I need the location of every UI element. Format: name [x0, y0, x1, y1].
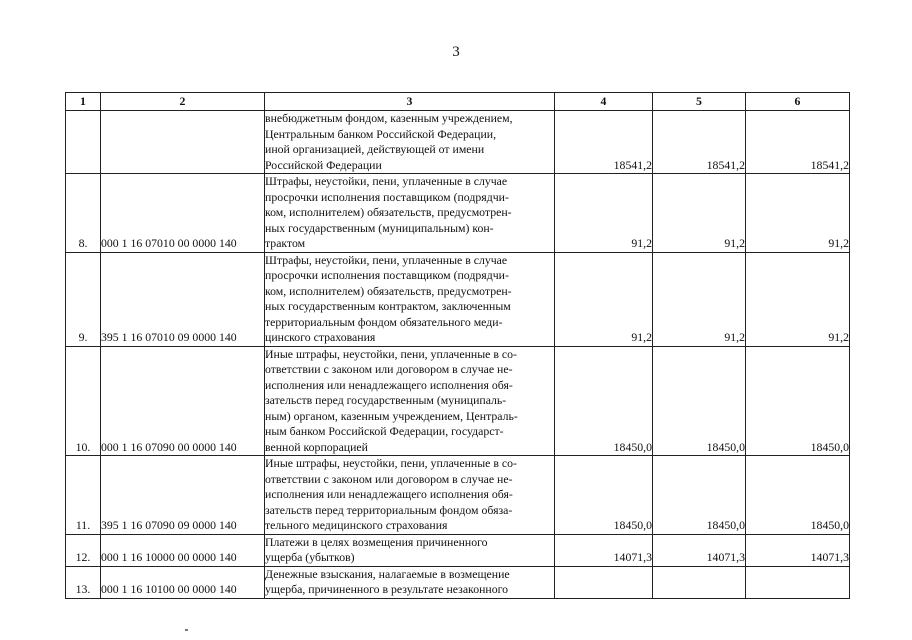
- budget-code: 000 1 16 07090 00 0000 140: [101, 346, 265, 456]
- row-number: 11.: [66, 456, 101, 535]
- column-header-1: 1: [66, 93, 101, 111]
- row-description: внебюджетным фондом, казенным учреждением, Центральным банком Российской Федерации, иной организацией, действующей от имени Российской Федерации: [265, 111, 555, 174]
- table-row: [66, 534, 850, 566]
- page-number: 3: [452, 44, 460, 60]
- row-description: Иные штрафы, неустойки, пени, уплаченные в со- ответствии с законом или договором в случае не- исполнения или ненадлежащего исполнения обя- зательств перед государственным (муниципаль- ным) органом, казенным учреждением, Централь- ным банком Российской Федерации, государст- венной корпорацией: [265, 346, 555, 456]
- row-number: 8.: [66, 174, 101, 253]
- budget-table: [65, 92, 850, 599]
- row-number: 12.: [66, 534, 101, 566]
- row-description: Штрафы, неустойки, пени, уплаченные в случае просрочки исполнения поставщиком (подрядчи- ком, исполнителем) обязательств, предусмотрен- ных государственным контрактом, заключенным территориальным фондом обязательного меди- цинского страхования: [265, 252, 555, 346]
- value-col4: 91,2: [555, 252, 653, 346]
- table-row: [66, 174, 850, 253]
- value-col5: 18541,2: [653, 111, 746, 174]
- budget-code: 000 1 16 10000 00 0000 140: [101, 534, 265, 566]
- value-col5: 91,2: [653, 174, 746, 253]
- budget-code: 395 1 16 07010 09 0000 140: [101, 252, 265, 346]
- table-row: [66, 252, 850, 346]
- column-header-6: 6: [746, 93, 850, 111]
- table-row: [66, 456, 850, 535]
- value-col6: [746, 566, 850, 598]
- value-col4: [555, 566, 653, 598]
- row-description: Иные штрафы, неустойки, пени, уплаченные в со- ответствии с законом или договором в случае не- исполнения или ненадлежащего исполнения обя- зательств перед территориальным фондом обяза- тельного медицинского страхования: [265, 456, 555, 535]
- value-col6: 18541,2: [746, 111, 850, 174]
- value-col6: 91,2: [746, 252, 850, 346]
- table-row: [66, 566, 850, 598]
- value-col6: 18450,0: [746, 346, 850, 456]
- row-description: Денежные взыскания, налагаемые в возмещение ущерба, причиненного в результате незаконного: [265, 566, 555, 598]
- row-description: Штрафы, неустойки, пени, уплаченные в случае просрочки исполнения поставщиком (подрядчи- ком, исполнителем) обязательств, предусмотрен- ных государственным (муниципальным) кон- трактом: [265, 174, 555, 253]
- value-col4: 18450,0: [555, 456, 653, 535]
- table-header-row: [66, 93, 850, 111]
- column-header-3: 3: [265, 93, 555, 111]
- value-col6: 91,2: [746, 174, 850, 253]
- budget-code: [101, 111, 265, 174]
- value-col5: 91,2: [653, 252, 746, 346]
- value-col5: 18450,0: [653, 456, 746, 535]
- column-header-4: 4: [555, 93, 653, 111]
- value-col5: [653, 566, 746, 598]
- row-number: 9.: [66, 252, 101, 346]
- row-number: 10.: [66, 346, 101, 456]
- row-description: Платежи в целях возмещения причиненного ущерба (убытков): [265, 534, 555, 566]
- table-row: [66, 111, 850, 174]
- value-col6: 14071,3: [746, 534, 850, 566]
- scan-speck: [185, 629, 188, 631]
- value-col4: 91,2: [555, 174, 653, 253]
- value-col4: 14071,3: [555, 534, 653, 566]
- value-col5: 18450,0: [653, 346, 746, 456]
- row-number: [66, 111, 101, 174]
- table-row: [66, 346, 850, 456]
- budget-code: 000 1 16 10100 00 0000 140: [101, 566, 265, 598]
- budget-code: 395 1 16 07090 09 0000 140: [101, 456, 265, 535]
- value-col4: 18541,2: [555, 111, 653, 174]
- value-col4: 18450,0: [555, 346, 653, 456]
- budget-code: 000 1 16 07010 00 0000 140: [101, 174, 265, 253]
- value-col5: 14071,3: [653, 534, 746, 566]
- value-col6: 18450,0: [746, 456, 850, 535]
- row-number: 13.: [66, 566, 101, 598]
- column-header-2: 2: [101, 93, 265, 111]
- column-header-5: 5: [653, 93, 746, 111]
